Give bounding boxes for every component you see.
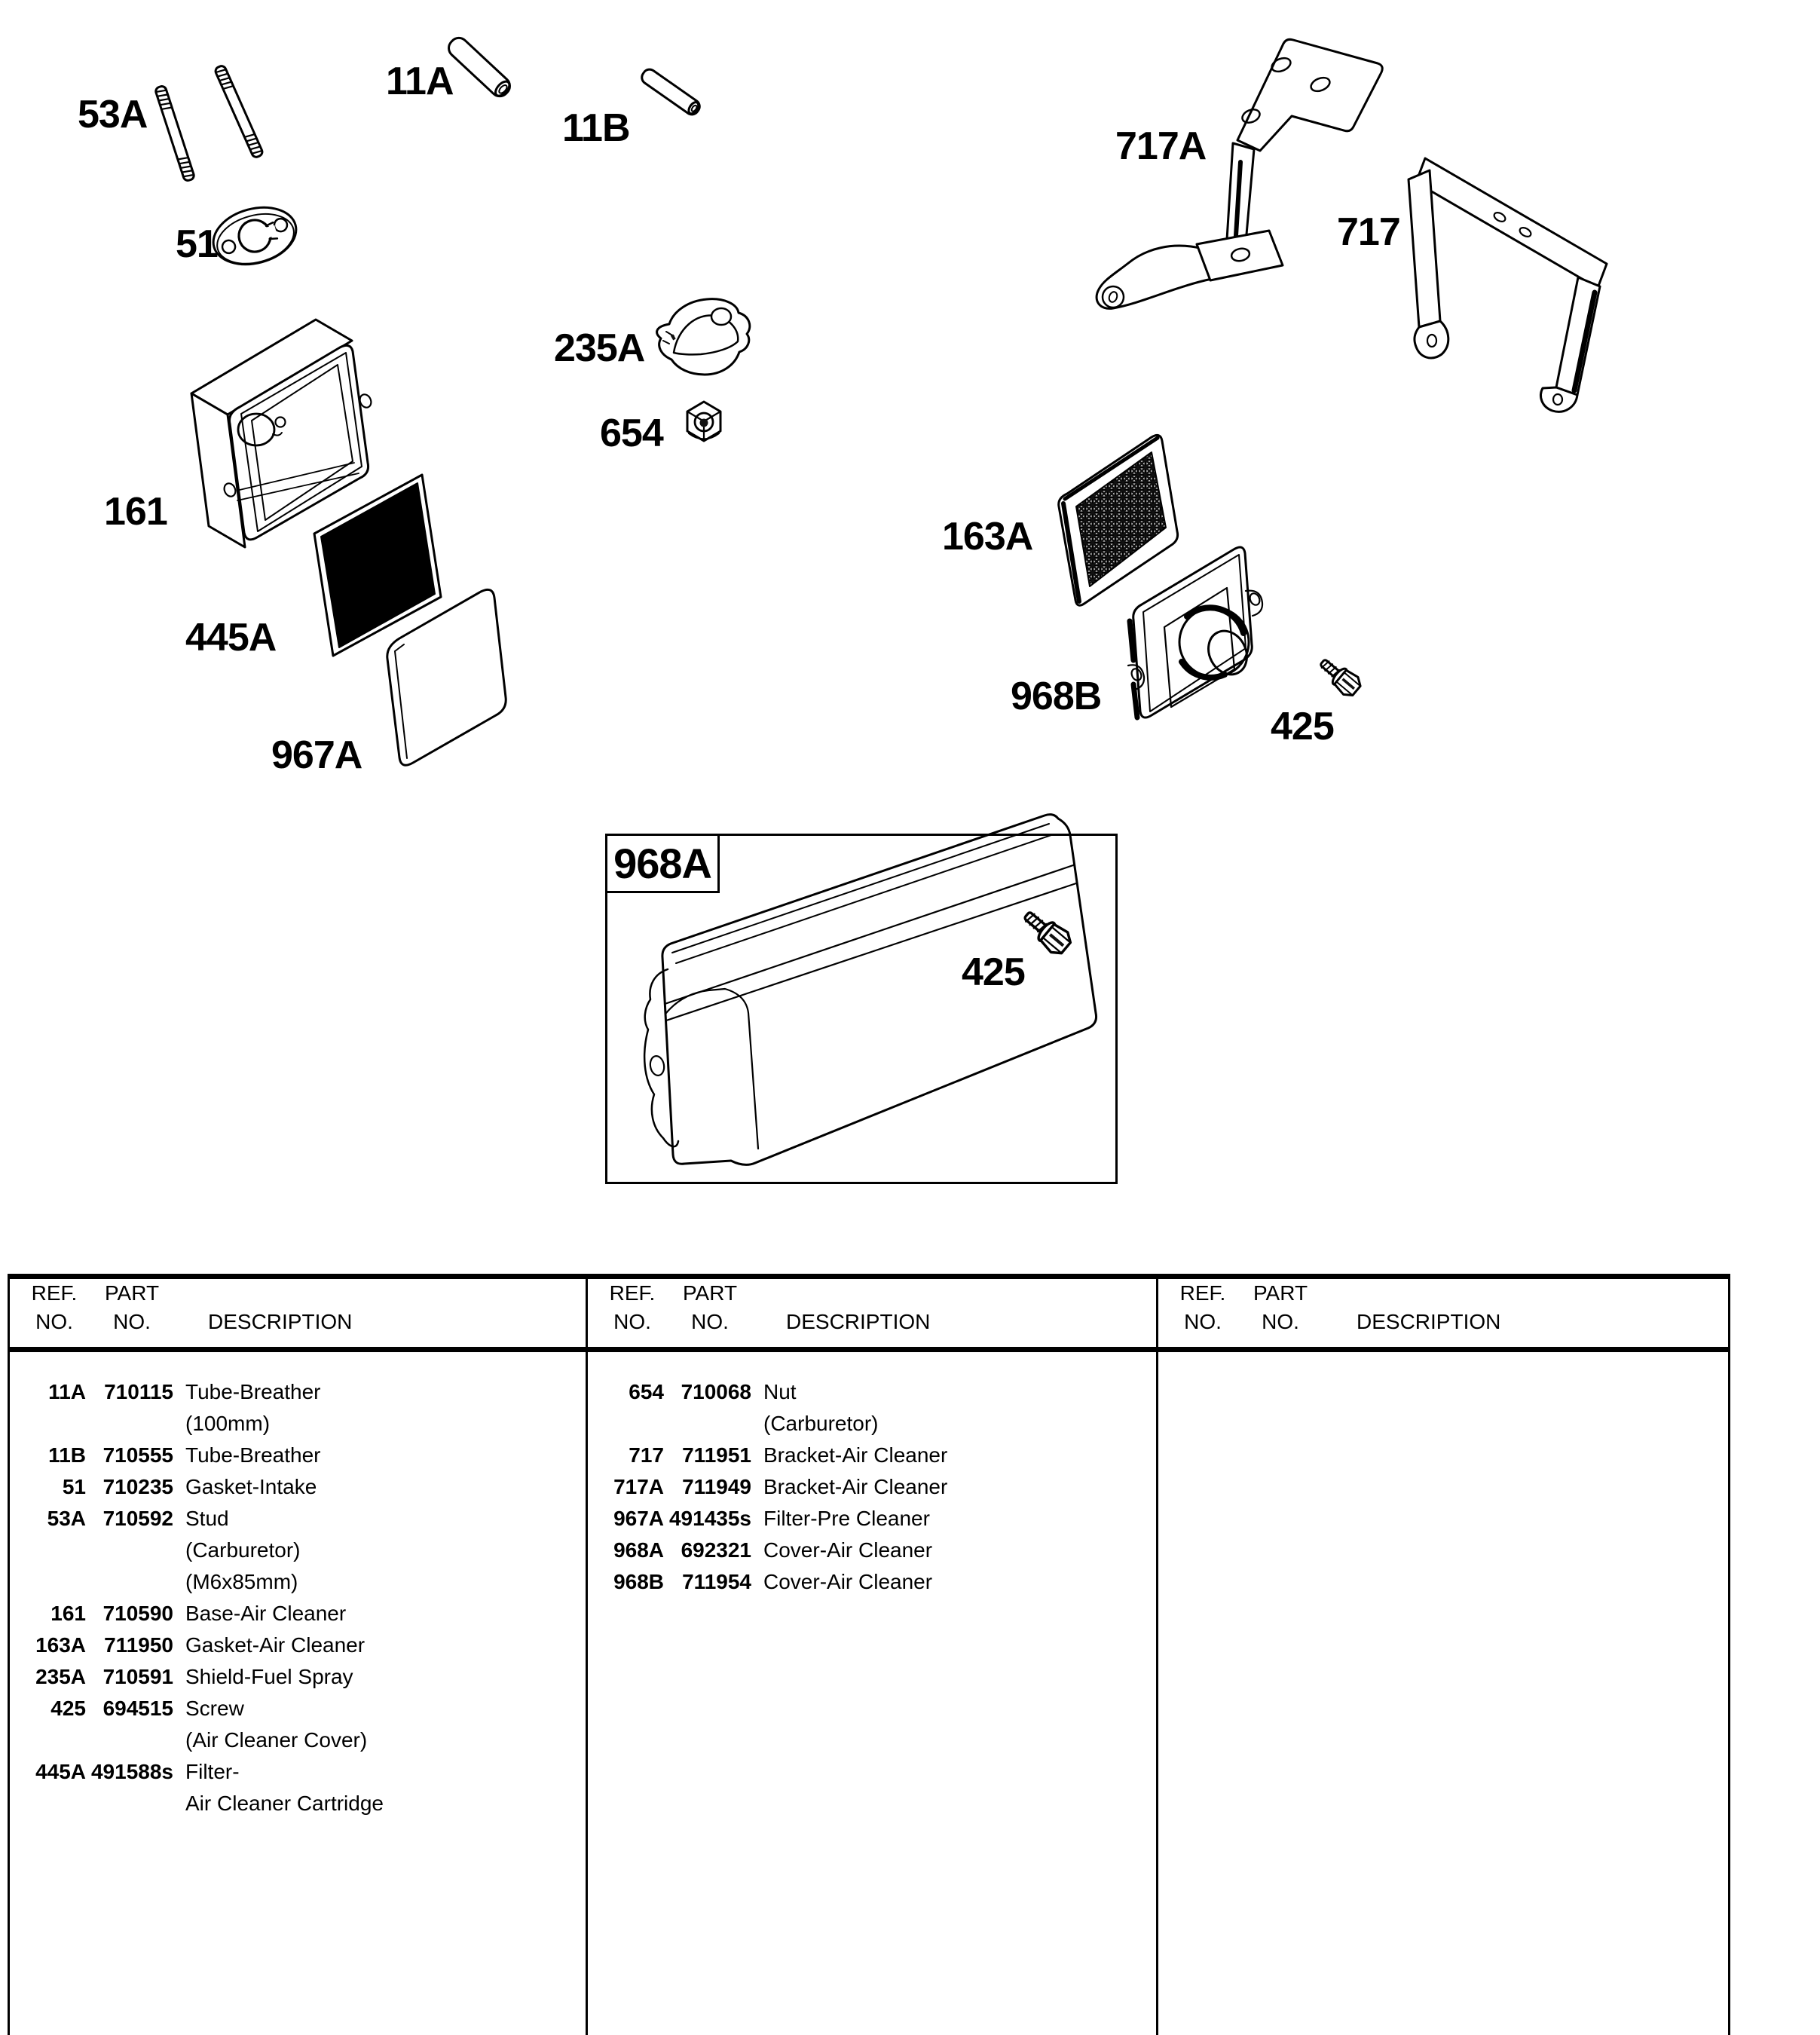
cell-ref: 968B: [613, 1570, 664, 1593]
table-header: NO.: [691, 1310, 729, 1333]
table-header: DESCRIPTION: [208, 1310, 353, 1333]
callout-51: 51: [176, 222, 218, 266]
cell-ref: 235A: [35, 1665, 86, 1688]
table-header: PART: [682, 1281, 738, 1305]
cell-desc: Shield-Fuel Spray: [185, 1665, 353, 1688]
screw-air-cleaner-cover-425-upper: [1315, 653, 1363, 699]
cell-desc: Gasket-Air Cleaner: [185, 1633, 366, 1657]
table-header: DESCRIPTION: [786, 1310, 931, 1333]
cell-part: 710590: [102, 1602, 173, 1625]
cell-desc: Base-Air Cleaner: [185, 1602, 347, 1625]
callout-161: 161: [104, 490, 167, 534]
callout-11a: 11A: [386, 60, 454, 103]
cell-desc: Cover-Air Cleaner: [763, 1538, 933, 1562]
cell-ref: 968A: [613, 1538, 664, 1562]
callout-967a: 967A: [271, 733, 362, 777]
cell-desc: Gasket-Intake: [185, 1475, 317, 1498]
callout-717: 717: [1337, 210, 1400, 254]
cell-desc: (Carburetor): [185, 1538, 301, 1562]
callout-53a: 53A: [78, 93, 148, 136]
callout-425-upper: 425: [1271, 705, 1334, 748]
cell-ref: 53A: [47, 1507, 86, 1530]
cell-part: 710555: [102, 1443, 173, 1467]
cell-desc: Nut: [763, 1380, 797, 1403]
cell-part: 710235: [102, 1475, 173, 1498]
table-header: NO.: [1262, 1310, 1299, 1333]
cell-ref: 445A: [35, 1760, 86, 1783]
cell-desc: (Air Cleaner Cover): [185, 1728, 368, 1752]
callout-425-inset: 425: [962, 950, 1025, 994]
table-border-right: [1728, 1274, 1730, 2035]
cell-desc: (Carburetor): [763, 1412, 879, 1435]
inset-box-label-968a: [605, 834, 720, 893]
cell-part: 710115: [104, 1380, 173, 1403]
shield-fuel-spray-235a: [657, 299, 750, 375]
cell-part: 491588s: [90, 1760, 173, 1783]
cell-part: 711954: [682, 1570, 751, 1593]
cell-ref: 717A: [613, 1475, 664, 1498]
cell-ref: 51: [62, 1475, 86, 1498]
base-air-cleaner-161: [191, 320, 373, 547]
table-header: REF.: [1179, 1281, 1226, 1305]
cell-ref: 654: [629, 1380, 664, 1403]
table-column-3: [1156, 1274, 1728, 2035]
cell-desc: (M6x85mm): [185, 1570, 298, 1593]
bracket-air-cleaner-717: [1409, 158, 1607, 412]
cell-ref: 425: [50, 1697, 86, 1720]
callout-654: 654: [600, 412, 663, 455]
cell-desc: Tube-Breather: [185, 1380, 321, 1403]
cell-part: 711951: [682, 1443, 751, 1467]
table-header: NO.: [113, 1310, 151, 1333]
cell-desc: Cover-Air Cleaner: [763, 1570, 933, 1593]
callout-445a: 445A: [185, 616, 277, 659]
cell-part: 711949: [682, 1475, 751, 1498]
table-header: NO.: [1184, 1310, 1222, 1333]
nut-carburetor-654: [687, 402, 720, 441]
table-header: REF.: [609, 1281, 656, 1305]
gasket-air-cleaner-163a: [1059, 435, 1178, 605]
callout-968a: 968A: [613, 839, 711, 887]
table-header: PART: [104, 1281, 160, 1305]
cell-desc: Filter-Pre Cleaner: [763, 1507, 930, 1530]
cell-desc: Bracket-Air Cleaner: [763, 1475, 948, 1498]
bracket-air-cleaner-717a: [1097, 39, 1382, 308]
cell-desc: Air Cleaner Cartridge: [185, 1792, 384, 1815]
table-header: PART: [1253, 1281, 1308, 1305]
stud-carburetor-53a: [154, 65, 264, 182]
callout-11b: 11B: [562, 106, 630, 150]
cell-part: 711950: [104, 1633, 173, 1657]
cover-air-cleaner-968b: [1128, 547, 1262, 718]
cell-ref: 161: [50, 1602, 86, 1625]
cell-part: 710592: [102, 1507, 173, 1530]
table-header: NO.: [613, 1310, 651, 1333]
cell-desc: Screw: [185, 1697, 244, 1720]
table-column-1: [8, 1274, 586, 2035]
callout-968b: 968B: [1011, 675, 1102, 718]
gasket-intake-51: [207, 199, 303, 274]
cell-ref: 717: [629, 1443, 664, 1467]
table-header: REF.: [31, 1281, 78, 1305]
cell-desc: Bracket-Air Cleaner: [763, 1443, 948, 1467]
tube-breather-11a: [445, 34, 514, 99]
table-header: NO.: [35, 1310, 73, 1333]
cell-desc: Filter-: [185, 1760, 240, 1783]
cell-part: 692321: [681, 1538, 751, 1562]
cell-ref: 11A: [48, 1380, 86, 1403]
table-header: DESCRIPTION: [1357, 1310, 1501, 1333]
callout-717a: 717A: [1115, 124, 1207, 168]
callout-163a: 163A: [942, 515, 1033, 558]
table-column-2: [586, 1274, 1156, 2035]
tube-breather-11b: [639, 67, 702, 118]
cell-part: 710068: [681, 1380, 751, 1403]
cell-part: 694515: [102, 1697, 173, 1720]
cell-part: 710591: [102, 1665, 173, 1688]
cell-desc: (100mm): [185, 1412, 271, 1435]
cell-desc: Tube-Breather: [185, 1443, 321, 1467]
callout-235a: 235A: [554, 326, 645, 370]
cell-part: 491435s: [668, 1507, 751, 1530]
cell-ref: 11B: [48, 1443, 86, 1467]
cell-desc: Stud: [185, 1507, 229, 1530]
cell-ref: 163A: [35, 1633, 86, 1657]
cell-ref: 967A: [613, 1507, 664, 1530]
